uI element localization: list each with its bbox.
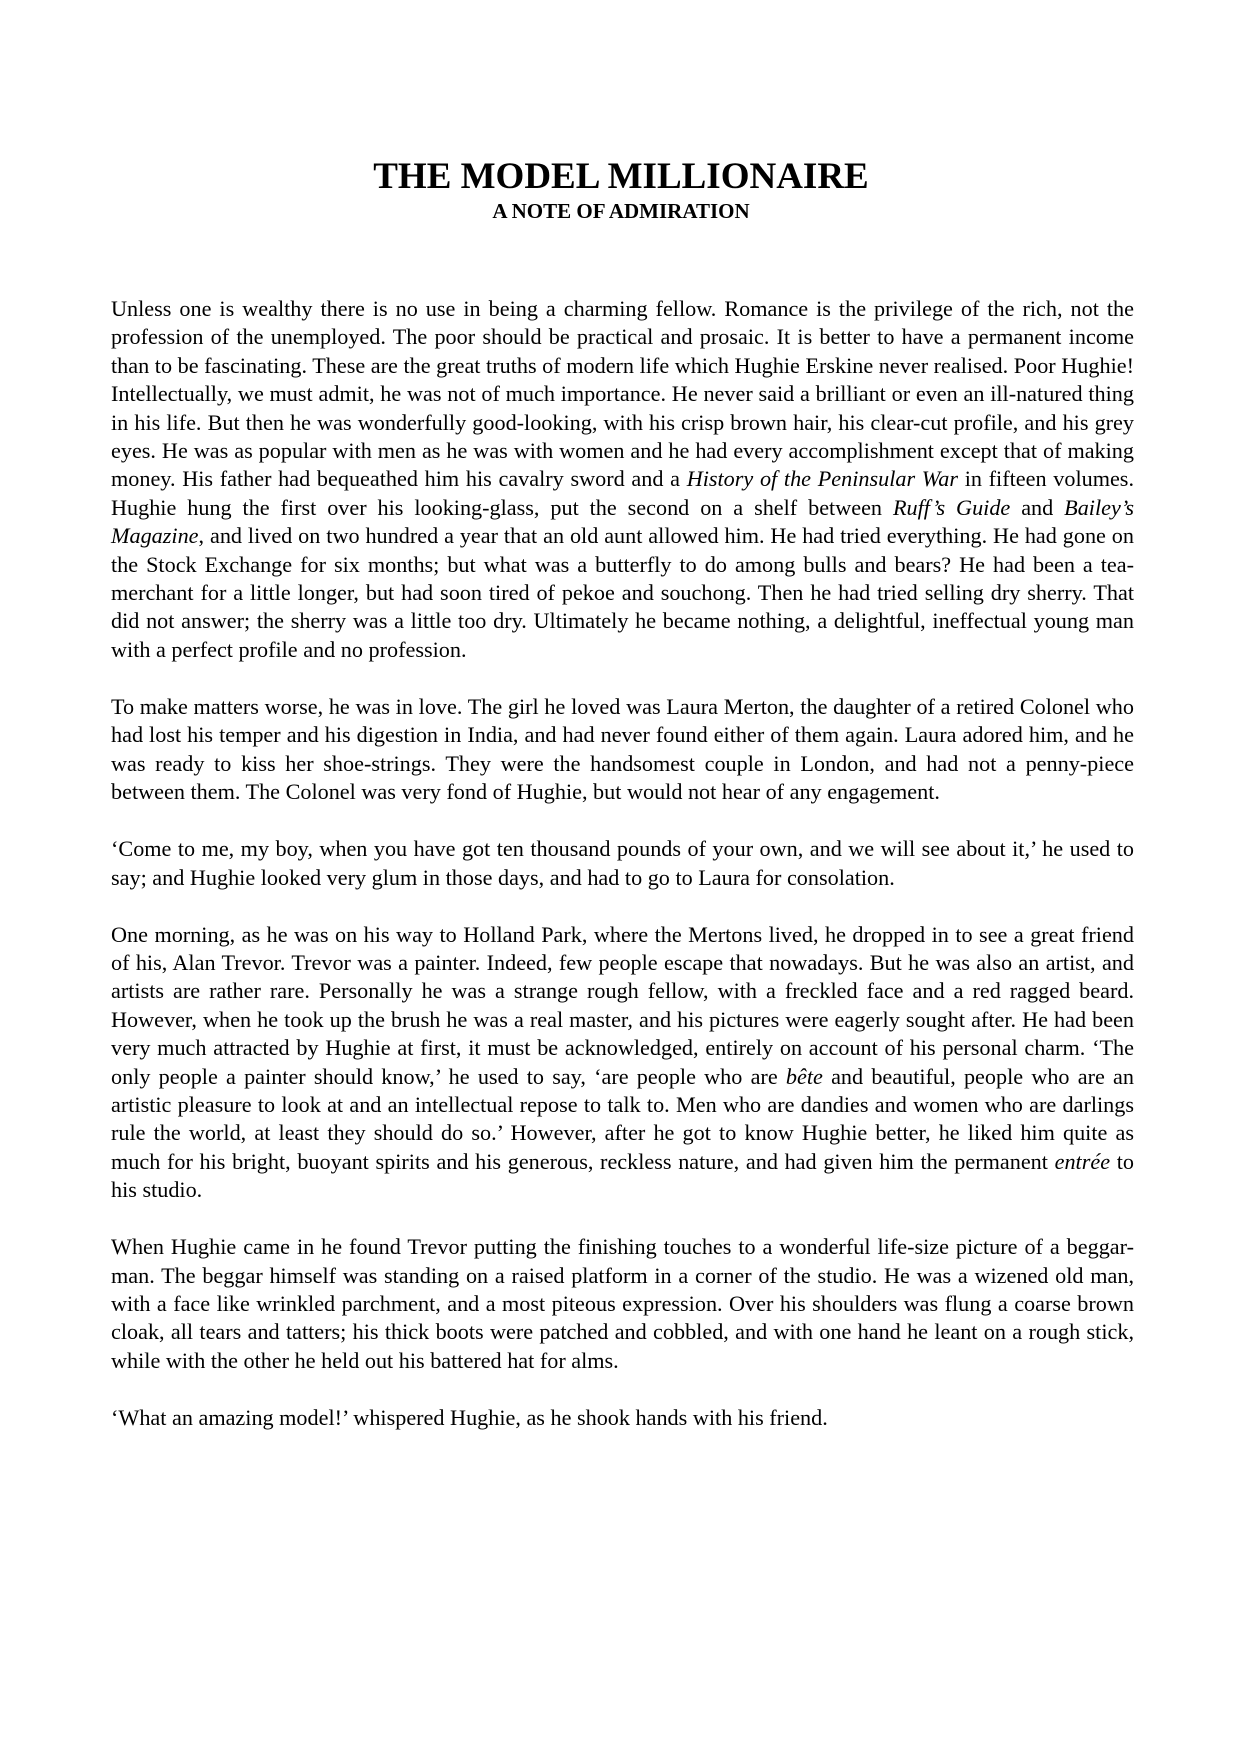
paragraph-6 (111, 1404, 1134, 1432)
text-run: One morning, as he was on his way to Holland Park, where the Mertons lived, he dropped in to see a great friend of his, Alan Trevor. Trevor was a painter. Indeed, few people escape that nowadays. But he was also an artist, and artists are rather rare. Personally he was a strange rough fellow, with a freckled face and a red ragged beard. However, when he took up the brush he was a real master, and his pictures were eagerly sought after. He had been very much attracted by Hughie at first, it must be acknowledged, entirely on account of his personal charm. ‘The only people a painter should know,’ he used to say, ‘are people who are (111, 921, 1134, 1089)
paragraph-1 (111, 295, 1134, 664)
text-run: , and lived on two hundred a year that an old aunt allowed him. He had tried everything. He had gone on the Stock Exchange for six months; but what was a butterfly to do among bulls and bears? He had been a tea-merchant for a little longer, but had soon tired of pekoe and souchong. Then he had tried selling dry sherry. That did not answer; the sherry was a little too dry. Ultimately he became nothing, a delightful, ineffectual young man with a perfect profile and no profession. (111, 523, 1134, 662)
story-title: THE MODEL MILLIONAIRE (373, 156, 869, 197)
paragraph-5 (111, 1233, 1134, 1375)
italic-text-run: entrée (1054, 1148, 1111, 1174)
italic-text-run: Bailey’s Magazine (111, 494, 1134, 549)
text-run: To make matters worse, he was in love. The girl he loved was Laura Merton, the daughter of a retired Colonel who had lost his temper and his digestion in India, and had never found either of them again. Laura adored him, and he was ready to kiss her shoe-strings. They were the handsomest couple in London, and had not a penny-piece between them. The Colonel was very fond of Hughie, but would not hear of any engagement. (111, 693, 1134, 805)
paragraph-4 (111, 921, 1134, 1205)
title-block (0, 156, 1242, 224)
italic-text-run: bête (785, 1063, 823, 1089)
italic-text-run: History of the Peninsular War (686, 466, 958, 492)
story-subtitle: A NOTE OF ADMIRATION (492, 199, 750, 223)
text-run: to his studio. (111, 1148, 1134, 1203)
text-run: in fifteen volumes. Hughie hung the first over his looking-glass, put the second on a shelf between (111, 466, 1134, 520)
text-run: When Hughie came in he found Trevor putting the finishing touches to a wonderful life-size picture of a beggar-man. The beggar himself was standing on a raised platform in a corner of the studio. He was a wizened old man, with a face like wrinkled parchment, and a most piteous expression. Over his shoulders was flung a coarse brown cloak, all tears and tatters; his thick boots were patched and cobbled, and with one hand he leant on a rough stick, while with the other he held out his battered hat for alms. (111, 1234, 1134, 1373)
text-run: and beautiful, people who are an artistic pleasure to look at and an intellectual repose to talk to. Men who are dandies and women who are darlings rule the world, at least they should do so.’ However, after he got to know Hughie better, he liked him quite as much for his bright, buoyant spirits and his generous, reckless nature, and had given him the permanent (111, 1063, 1134, 1174)
paragraph-3 (111, 835, 1134, 892)
story-body (111, 295, 1134, 1432)
text-run: ‘What an amazing model!’ whispered Hughie, as he shook hands with his friend. (111, 1404, 828, 1430)
text-run: and (1010, 494, 1065, 520)
text-run: Unless one is wealthy there is no use in being a charming fellow. Romance is the privilege of the rich, not the profession of the unemployed. The poor should be practical and prosaic. It is better to have a permanent income than to be fascinating. These are the great truths of modern life which Hughie Erskine never realised. Poor Hughie! Intellectually, we must admit, he was not of much importance. He never said a brilliant or even an ill-natured thing in his life. But then he was wonderfully good-looking, with his crisp brown hair, his clear-cut profile, and his grey eyes. He was as popular with men as he was with women and he had every accomplishment except that of making money. His father had bequeathed him his cavalry sword and a (111, 296, 1134, 492)
italic-text-run: Ruff’s Guide (892, 494, 1011, 520)
text-run: ‘Come to me, my boy, when you have got ten thousand pounds of your own, and we will see about it,’ he used to say; and Hughie looked very glum in those days, and had to go to Laura for consolation. (111, 836, 1134, 890)
paragraph-2 (111, 693, 1134, 807)
